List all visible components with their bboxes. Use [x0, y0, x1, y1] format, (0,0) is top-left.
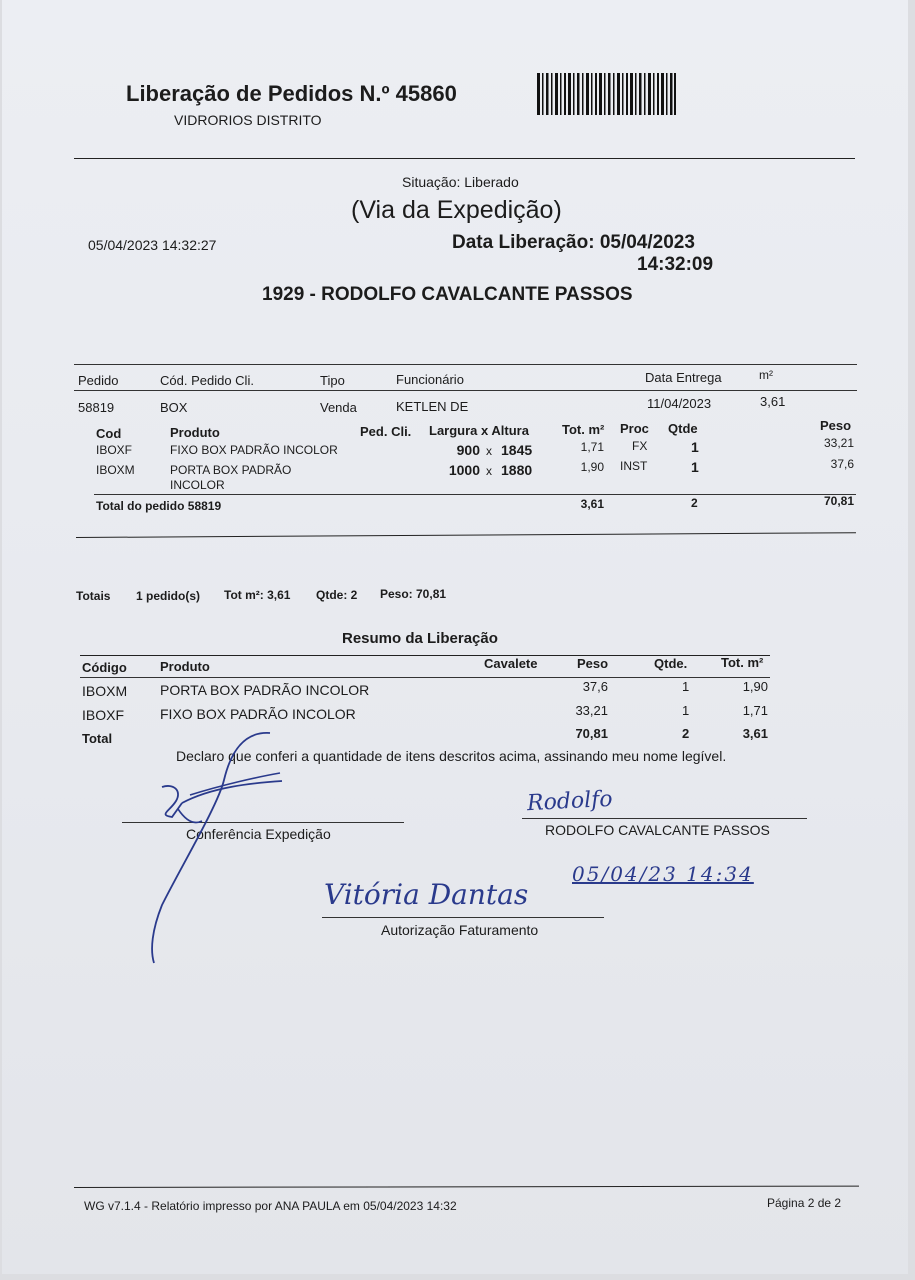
item-altura: 1845: [501, 442, 533, 458]
item-largura: 1000: [448, 462, 480, 478]
summary-header-border: [80, 677, 770, 678]
company-name: VIDRORIOS DISTRITO: [174, 112, 322, 128]
item-x: x: [486, 464, 492, 478]
summary-row-tot-m2: 1,90: [742, 679, 768, 694]
order-pedido: 58819: [78, 400, 115, 415]
release-date: Data Liberação: 05/04/2023: [452, 232, 695, 253]
item-proc: INST: [620, 459, 648, 473]
totals-m2: Tot m²: 3,61: [224, 588, 291, 602]
item-col-ped-cli: Ped. Cli.: [360, 424, 412, 439]
autorizacao-handwritten-signature: Vitória Dantas: [324, 878, 529, 911]
col-cod-pedido-cli: Cód. Pedido Cli.: [160, 373, 254, 388]
summary-row-produto: PORTA BOX PADRÃO INCOLOR: [160, 682, 370, 698]
item-peso: 33,21: [823, 436, 854, 450]
summary-total-tot-m2: 3,61: [742, 726, 768, 741]
situation-text: Situação: Liberado: [402, 174, 519, 190]
summary-col-peso: Peso: [577, 656, 609, 671]
summary-row-codigo: IBOXF: [82, 707, 125, 723]
order-total-label: Total do pedido 58819: [96, 499, 222, 513]
order-top-border: [74, 364, 857, 365]
item-altura: 1880: [501, 462, 533, 478]
item-col-peso: Peso: [820, 418, 852, 433]
conferencia-label: Conferência Expedição: [186, 826, 331, 842]
item-largura: 900: [456, 442, 480, 458]
order-total-qtde: 2: [691, 496, 698, 510]
item-col-qtde: Qtde: [668, 421, 698, 436]
item-produto-line2: INCOLOR: [170, 478, 225, 492]
item-cod: IBOXF: [96, 443, 133, 457]
summary-col-tot-m2: Tot. m²: [721, 655, 764, 670]
order-total-peso: 70,81: [823, 494, 854, 508]
order-bottom-border: [76, 532, 856, 538]
items-total-border: [94, 494, 856, 495]
summary-total-label: Total: [82, 731, 113, 746]
order-m2: 3,61: [760, 394, 786, 409]
summary-col-qtde: Qtde.: [654, 656, 688, 671]
declaration-text: Declaro que conferi a quantidade de itens descritos acima, assinando meu nome legível.: [176, 748, 727, 764]
release-time: 14:32:09: [637, 254, 714, 275]
summary-row-tot-m2: 1,71: [742, 703, 768, 718]
paper-sheet: [2, 0, 908, 1274]
item-produto: FIXO BOX PADRÃO INCOLOR: [170, 443, 338, 457]
item-col-proc: Proc: [620, 421, 649, 436]
item-col-cod: Cod: [96, 426, 122, 441]
summary-total-peso: 70,81: [575, 726, 608, 741]
col-funcionario: Funcionário: [396, 372, 464, 387]
client-signature-name: RODOLFO CAVALCANTE PASSOS: [545, 822, 770, 838]
handwritten-date: 05/04/23 14:34: [572, 862, 754, 886]
barcode-icon: [537, 73, 677, 115]
summary-row-peso: 37,6: [582, 679, 608, 694]
summary-col-produto: Produto: [160, 659, 210, 674]
item-qtde: 1: [691, 459, 699, 475]
conferencia-signature-scribble: [142, 725, 292, 970]
summary-row-qtde: 1: [682, 679, 690, 694]
totals-peso: Peso: 70,81: [380, 587, 447, 601]
item-col-largura-altura: Largura x Altura: [429, 423, 529, 438]
item-produto: PORTA BOX PADRÃO: [170, 463, 292, 477]
footer-divider: [74, 1186, 859, 1188]
autorizacao-signature-line: [322, 917, 604, 918]
print-datetime: 05/04/2023 14:32:27: [88, 237, 217, 253]
item-col-tot-m2: Tot. m²: [562, 422, 605, 437]
footer-printed-by: WG v7.1.4 - Relatório impresso por ANA PAULA em 05/04/2023 14:32: [84, 1199, 457, 1213]
via-title: (Via da Expedição): [351, 196, 562, 224]
item-tot-m2: 1,71: [580, 440, 604, 454]
col-pedido: Pedido: [78, 373, 119, 388]
totals-qtde: Qtde: 2: [316, 588, 358, 602]
autorizacao-label: Autorização Faturamento: [381, 922, 539, 938]
order-header-border: [74, 390, 857, 391]
client-signature-line: [522, 818, 807, 819]
item-x: x: [486, 444, 492, 458]
col-tipo: Tipo: [320, 373, 345, 388]
client-name-title: 1929 - RODOLFO CAVALCANTE PASSOS: [262, 284, 633, 305]
summary-row-produto: FIXO BOX PADRÃO INCOLOR: [160, 706, 356, 722]
totals-label: Totais: [76, 589, 111, 603]
summary-col-cavalete: Cavalete: [484, 656, 538, 671]
order-cod-cli: BOX: [160, 400, 188, 415]
summary-row-peso: 33,21: [575, 703, 608, 718]
item-qtde: 1: [691, 439, 699, 455]
header-divider: [74, 158, 855, 159]
summary-title: Resumo da Liberação: [342, 630, 498, 647]
summary-row-qtde: 1: [682, 703, 690, 718]
item-tot-m2: 1,90: [580, 460, 604, 474]
item-proc: FX: [632, 439, 648, 453]
item-col-produto: Produto: [170, 425, 220, 440]
order-data-entrega: 11/04/2023: [647, 396, 712, 411]
client-handwritten-signature: Rodolfo: [526, 786, 614, 817]
summary-row-codigo: IBOXM: [82, 683, 128, 699]
col-m2: m²: [759, 368, 773, 382]
summary-col-codigo: Código: [82, 660, 127, 675]
totals-pedidos: 1 pedido(s): [136, 589, 201, 603]
order-funcionario: KETLEN DE: [396, 399, 469, 414]
col-data-entrega: Data Entrega: [645, 370, 722, 385]
item-cod: IBOXM: [96, 463, 135, 477]
item-peso: 37,6: [830, 457, 854, 471]
summary-total-qtde: 2: [682, 726, 690, 741]
order-tipo: Venda: [320, 400, 357, 415]
order-total-m2: 3,61: [580, 497, 604, 511]
page-title: Liberação de Pedidos N.º 45860: [126, 81, 457, 106]
footer-page-number: Página 2 de 2: [767, 1196, 842, 1210]
